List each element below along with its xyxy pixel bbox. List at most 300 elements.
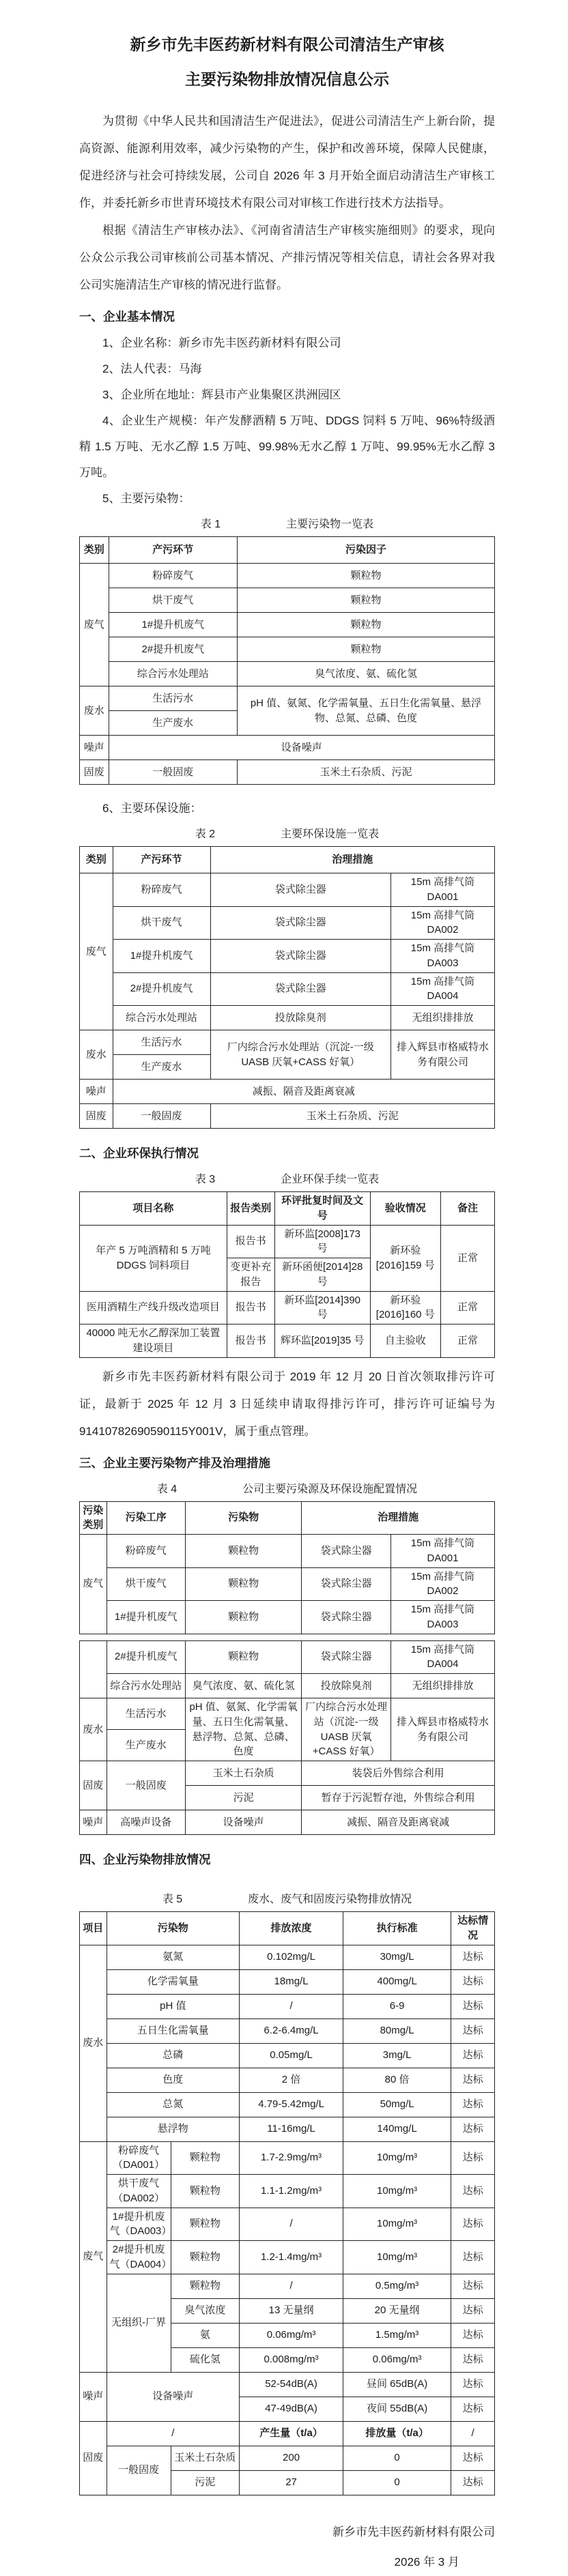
table-cell: 袋式除尘器 [210,940,390,973]
table-cell: 1#提升机废气 [109,613,237,637]
table-header-cell: 项目名称 [80,1192,227,1226]
table-cell: 达标 [451,2241,495,2274]
table-cell: 排放量（t/a） [343,2421,451,2446]
table-cell: 新环验[2016]159 号 [370,1225,440,1291]
table-cell: 设备噪声 [106,2372,240,2421]
table-row [80,537,495,564]
table-cell: 达标 [451,2446,495,2470]
table-row [80,662,495,686]
table-cell: 烘干废气 [109,588,237,613]
table-cell: 生产废水 [106,1730,186,1761]
table-cell: 达标 [451,2372,495,2397]
table-cell: 新环监[2014]390 号 [274,1291,370,1325]
table-cell: 污泥 [171,2470,239,2495]
table-row [80,1192,495,1226]
table-cell: 五日生化需氧量 [106,2018,240,2043]
table-cell: 玉米土石杂质、污泥 [238,760,495,785]
table-cell: 废水 [80,1945,107,2141]
table-cell: 80 倍 [343,2068,451,2092]
table-row [80,1501,495,1535]
table-cell: 10mg/m³ [343,2241,451,2274]
table-cell: 臭气浓度、氨、硫化氢 [186,1674,302,1698]
table4-caption [79,1478,495,1501]
table-row [80,1291,495,1325]
table-cell: 玉米土石杂质 [186,1761,302,1786]
table-cell: 1#提升机废气 [113,940,210,973]
table-cell: 烘干废气 [113,906,210,940]
table-cell: 80mg/L [343,2018,451,2043]
table-cell: 噪声 [80,2372,107,2421]
table-row [80,906,495,940]
table-cell: 1.2-1.4mg/m³ [240,2241,343,2274]
table-cell: 颗粒物 [238,564,495,588]
table-cell: 2#提升机废气 [106,1640,186,1674]
table-cell: 生活污水 [106,1698,186,1730]
table-cell: 废气 [80,1535,107,1634]
table-cell: 设备噪声 [186,1810,302,1835]
table-row [80,2372,495,2397]
table-cell: 达标 [451,2347,495,2372]
table-row [80,2241,495,2274]
table4-pollution-sources-part2 [79,1640,495,1836]
table-cell: 正常 [440,1225,494,1291]
table-cell: 自主验收 [370,1325,440,1358]
section-1-heading: 一、企业基本情况 [79,310,175,323]
table-row [80,2274,495,2298]
table-cell: 达标 [451,2175,495,2208]
table-row [80,1535,495,1568]
table-cell: 颗粒物 [186,1567,302,1601]
table-row [80,1601,495,1634]
table2-caption-label: 表 2 [195,828,216,840]
table-header-cell: 产污环节 [113,847,210,873]
table-row [80,1810,495,1835]
table-cell: 2 倍 [240,2068,343,2092]
table-cell: 10mg/m³ [343,2141,451,2175]
table-cell: 颗粒物 [171,2208,239,2241]
table-cell: 粉碎废气 [109,564,237,588]
document-title [79,27,495,97]
table-row [80,736,495,760]
table-cell: 一般固废 [113,1104,210,1129]
table-cell: / [106,2421,240,2446]
table-cell: 噪声 [80,1080,113,1104]
table-cell: 11-16mg/L [240,2117,343,2141]
table-cell: 噪声 [80,1810,107,1835]
table-cell: 色度 [106,2068,240,2092]
table-cell: 变更补充报告 [227,1258,274,1292]
table-cell: 400mg/L [343,1969,451,1994]
table-cell: 0.06mg/m³ [240,2323,343,2347]
table-row [80,1567,495,1601]
table-cell: 15m 高排气筒 DA001 [390,1535,494,1568]
table-cell: 15m 高排气筒 DA002 [390,1567,494,1601]
table1-caption-label: 表 1 [200,519,221,530]
table-row [80,1969,495,1994]
table-cell: 4.79-5.42mg/L [240,2092,343,2117]
table-cell: 报告书 [227,1225,274,1258]
table-cell: 20 无量纲 [343,2298,451,2323]
table-cell: 新环监[2008]173 号 [274,1225,370,1258]
table-cell: 颗粒物 [238,613,495,637]
table1-main-pollutants [79,536,495,785]
table-header-cell: 污染物 [106,1912,240,1945]
table-cell: 1.7-2.9mg/m³ [240,2141,343,2175]
table-cell: 达标 [451,2298,495,2323]
table-row [80,2117,495,2141]
table-cell: 硫化氢 [171,2347,239,2372]
table-row [80,2208,495,2241]
table-cell: 袋式除尘器 [210,873,390,907]
table-cell: 30mg/L [343,1945,451,1969]
table-cell: 颗粒物 [171,2241,239,2274]
table-cell: 悬浮物 [106,2117,240,2141]
table-cell: 10mg/m³ [343,2175,451,2208]
table-cell: 140mg/L [343,2117,451,2141]
table-cell: / [240,1994,343,2018]
table-header-cell: 备注 [440,1192,494,1226]
table-cell: 10mg/m³ [343,2208,451,2241]
table-row [80,564,495,588]
table-cell: 达标 [451,2274,495,2298]
table4-caption-label: 表 4 [156,1483,178,1495]
legal-representative-item: 2、法人代表：马海 [102,362,202,375]
table-cell: 夜间 55dB(A) [343,2397,451,2421]
table-cell: 固废 [80,1761,107,1810]
table-cell: 2#提升机废气 [109,637,237,662]
table3-caption-title: 企业环保手续一览表 [281,1174,380,1185]
table-cell: 袋式除尘器 [302,1535,391,1568]
table-cell: 总磷 [106,2043,240,2068]
table-cell: 6-9 [343,1994,451,2018]
table-cell: 15m 高排气筒 DA004 [390,972,494,1006]
table-row [80,1994,495,2018]
table-row [80,2068,495,2092]
table-cell: 达标 [451,2018,495,2043]
table2-caption-title: 主要环保设施一览表 [281,828,380,840]
table-cell: 袋式除尘器 [302,1567,391,1601]
permit-paragraph: 新乡市先丰医药新材料有限公司于 2019 年 12 月 20 日首次领取排污许可证，最新于 2025 年 12 月 3 日延续申请取得排污许可，排污许可证编号为 91410782690590115Y001V，属于重点管理。 [79,1370,495,1438]
table-cell: 厂内综合污水处理站（沉淀-一级 UASB 厌氧+CASS 好氧） [210,1030,390,1080]
table3-caption-label: 表 3 [195,1174,216,1185]
table-header-cell: 污染因子 [238,537,495,564]
table-row [80,2175,495,2208]
table-cell: 袋式除尘器 [302,1640,391,1674]
table-cell: 1.1-1.2mg/m³ [240,2175,343,2208]
table-cell: 固废 [80,1104,113,1129]
table-cell: 袋式除尘器 [210,906,390,940]
table-cell: 年产 5 万吨酒精和 5 万吨 DDGS 饲料项目 [80,1225,227,1291]
table-header-cell: 污染物 [186,1501,302,1535]
table4-page-break-gap [79,1634,495,1640]
table-cell: pH 值、氨氮、化学需氧量、五日生化需氧量、悬浮物、总氮、总磷、色度 [186,1698,302,1761]
main-pollutants-item: 5、主要污染物： [102,492,190,505]
table-cell: 粉碎废气 [113,873,210,907]
table-cell: 烘干废气（DA002） [106,2175,171,2208]
table-cell: 2#提升机废气 [113,972,210,1006]
table-cell: 减振、隔音及距离衰减 [302,1810,495,1835]
table-cell: 生活污水 [113,1030,210,1055]
table-cell: 综合污水处理站 [109,662,237,686]
table-header-cell: 达标情况 [451,1912,495,1945]
table-cell: 正常 [440,1291,494,1325]
table-row [80,1698,495,1730]
table-cell: 总氮 [106,2092,240,2117]
table-cell: 达标 [451,2117,495,2141]
table-cell: 生产废水 [109,711,237,736]
table-cell: 生产废水 [113,1055,210,1080]
table-cell: 废气 [80,873,113,1030]
table2-caption [79,823,495,846]
table-cell: 达标 [451,1945,495,1969]
table-cell: 一般固废 [109,760,237,785]
table-cell: 综合污水处理站 [113,1006,210,1030]
table-cell: 减振、隔音及距离衰减 [113,1080,494,1104]
table-header-cell: 产污环节 [109,537,237,564]
table-cell: 氨氮 [106,1945,240,1969]
footer-date: 2026 年 3 月 [394,2555,459,2568]
table-cell: 废水 [80,1030,113,1080]
table-header-cell: 排放浓度 [240,1912,343,1945]
table-cell: 1#提升机废气（DA003） [106,2208,171,2241]
table-header-cell: 类别 [80,847,113,873]
table-cell: 废气 [80,564,109,686]
table-cell: 装袋后外售综合利用 [302,1761,495,1786]
table-row [80,613,495,637]
table-cell: 200 [240,2446,343,2470]
table-cell: 玉米土石杂质、污泥 [210,1104,495,1129]
intro-paragraph-1: 为贯彻《中华人民共和国清洁生产促进法》，促进公司清洁生产上新台阶，提高资源、能源利用效率，减少污染物的产生，保护和改善环境，保障人民健康，促进经济与社会可持续发展，公司自 2026 年 3 月开始全面启动清洁生产审核工作，并委托新乡市世青环境技术有限公司对审核工作进行技术方法指导。 [79,115,495,209]
table-cell: 0.102mg/L [240,1945,343,1969]
table-cell: 无组织排排放 [390,1006,494,1030]
table-cell: 固废 [80,2421,107,2495]
table-cell: 15m 高排气筒 DA004 [390,1640,494,1674]
table-cell: 40000 吨无水乙醇深加工装置建设项目 [80,1325,227,1358]
table-cell: 粉碎废气（DA001） [106,2141,171,2175]
table-row [80,2421,495,2446]
table-cell: 污泥 [186,1786,302,1810]
table-row [80,760,495,785]
table-cell: 臭气浓度、氨、硫化氢 [238,662,495,686]
footer-company-name: 新乡市先丰医药新材料有限公司 [332,2525,495,2538]
table2-env-facilities [79,846,495,1129]
table-cell: 投放除臭剂 [302,1674,391,1698]
table-cell: 达标 [451,2323,495,2347]
table-row [80,847,495,873]
table-row [80,1945,495,1969]
table-cell: 颗粒物 [171,2274,239,2298]
table-cell: 颗粒物 [238,637,495,662]
table1-caption-title: 主要污染物一览表 [286,519,374,530]
table-cell: 袋式除尘器 [302,1601,391,1634]
intro-paragraph-2: 根据《清洁生产审核办法》、《河南省清洁生产审核实施细则》的要求，现向公众公示我公司审核前公司基本情况、产排污情况等相关信息，请社会各界对我公司实施清洁生产审核的情况进行监督。 [79,224,495,291]
table-cell: 新环函便[2014]28 号 [274,1258,370,1292]
table-row [80,686,495,711]
table-header-cell: 治理措施 [210,847,495,873]
company-address-item: 3、企业所在地址：辉县市产业集聚区洪洲园区 [102,388,341,401]
table-row [80,1006,495,1030]
table-cell: 颗粒物 [186,1535,302,1568]
table-cell: 一般固废 [106,1761,186,1810]
table-cell: 排入辉县市格威特水务有限公司 [390,1698,494,1761]
table-cell: 投放除臭剂 [210,1006,390,1030]
table-cell: 达标 [451,2043,495,2068]
table-cell: 辉环监[2019]35 号 [274,1325,370,1358]
table-header-cell: 污染类别 [80,1501,107,1535]
table-row [80,2018,495,2043]
table-cell [80,1640,107,1698]
table5-caption [79,1888,495,1911]
table-cell: 设备噪声 [109,736,494,760]
table-cell: 厂内综合污水处理站（沉淀-一级 UASB 厌氧+CASS 好氧） [302,1698,391,1761]
table-cell: 废气 [80,2141,107,2372]
table-cell: / [240,2208,343,2241]
table-cell: 综合污水处理站 [106,1674,186,1698]
table-cell: 达标 [451,2397,495,2421]
table-cell: 0.008mg/m³ [240,2347,343,2372]
table-header-cell: 污染工序 [106,1501,186,1535]
table-cell: 达标 [451,2141,495,2175]
table-cell: 固废 [80,760,109,785]
table-cell: 一般固废 [106,2446,171,2495]
table-cell: 无组织排排放 [390,1674,494,1698]
table-cell: 玉米土石杂质 [171,2446,239,2470]
table-cell: 0.5mg/m³ [343,2274,451,2298]
table-cell: 50mg/L [343,2092,451,2117]
table-row [80,1674,495,1698]
table-cell: 27 [240,2470,343,2495]
table-row [80,1325,495,1358]
table-cell: 颗粒物 [171,2141,239,2175]
table-cell: 氨 [171,2323,239,2347]
table-cell: 52-54dB(A) [240,2372,343,2397]
table5-emission-status [79,1911,495,2495]
table-cell: 化学需氧量 [106,1969,240,1994]
table-cell: 袋式除尘器 [210,972,390,1006]
table-cell: 产生量（t/a） [240,2421,343,2446]
table-cell: pH 值 [106,1994,240,2018]
table-cell: 2#提升机废气（DA004） [106,2241,171,2274]
table-cell: 报告书 [227,1291,274,1325]
table-cell: 1#提升机废气 [106,1601,186,1634]
table-cell: 颗粒物 [238,588,495,613]
table-row [80,1030,495,1055]
table-row [80,2141,495,2175]
table-cell: 达标 [451,2470,495,2495]
table-row [80,1912,495,1945]
table-cell: 报告书 [227,1325,274,1358]
table-cell: 排入辉县市格威特水务有限公司 [390,1030,494,1080]
production-scale-item: 4、企业生产规模：年产发酵酒精 5 万吨、DDGS 饲料 5 万吨、96%特级酒精 1.5 万吨、无水乙醇 1.5 万吨、99.98%无水乙醇 1 万吨、99.95%无水乙醇 3 万吨。 [79,414,495,479]
table5-caption-title: 废水、废气和固废污染物排放情况 [248,1894,412,1905]
table-cell: 18mg/L [240,1969,343,1994]
table-cell: 暂存于污泥暂存池，外售综合利用 [302,1786,495,1810]
table-cell: 无组织-厂界 [106,2274,171,2372]
table-header-cell: 治理措施 [302,1501,495,1535]
table-cell: 1.5mg/m³ [343,2323,451,2347]
table-cell: 3mg/L [343,2043,451,2068]
table-row [80,1225,495,1258]
table-cell: 15m 高排气筒 DA001 [390,873,494,907]
section-4-heading: 四、企业污染物排放情况 [79,1853,211,1866]
table-cell: 0 [343,2470,451,2495]
table-row [80,2446,495,2470]
table4-caption-title: 公司主要污染源及环保设施配置情况 [242,1483,418,1495]
table-cell: 颗粒物 [186,1601,302,1634]
table3-env-procedures [79,1191,495,1358]
table-header-cell: 验收情况 [370,1192,440,1226]
table-row [80,2092,495,2117]
table-row [80,2043,495,2068]
table-header-cell: 项目 [80,1912,107,1945]
table-header-cell: 执行标准 [343,1912,451,1945]
table-cell: 15m 高排气筒 DA003 [390,940,494,973]
table-header-cell: 环评批复时间及文号 [274,1192,370,1226]
table-row [80,940,495,973]
table-cell: 生活污水 [109,686,237,711]
title-line-2: 主要污染物排放情况信息公示 [185,70,389,88]
table-cell: 达标 [451,2092,495,2117]
table-row [80,1104,495,1129]
table-cell: 0.06mg/m³ [343,2347,451,2372]
table-cell: pH 值、氨氮、化学需氧量、五日生化需氧量、悬浮物、总氮、总磷、色度 [238,686,495,736]
table-cell: / [451,2421,495,2446]
table-cell: 噪声 [80,736,109,760]
table-cell: 15m 高排气筒 DA003 [390,1601,494,1634]
title-line-1: 新乡市先丰医药新材料有限公司清洁生产审核 [130,35,444,53]
table-cell: 粉碎废气 [106,1535,186,1568]
table-cell: 达标 [451,1969,495,1994]
table3-caption [79,1168,495,1191]
table-cell: 达标 [451,2208,495,2241]
table-cell: 昼间 65dB(A) [343,2372,451,2397]
table-cell: 新环验[2016]160 号 [370,1291,440,1325]
table1-caption [79,513,495,536]
table-cell: 高噪声设备 [106,1810,186,1835]
table-cell: 烘干废气 [106,1567,186,1601]
table-cell: 0.05mg/L [240,2043,343,2068]
table-row [80,1640,495,1674]
table5-caption-label: 表 5 [162,1894,183,1905]
table-cell: 6.2-6.4mg/L [240,2018,343,2043]
table-row [80,637,495,662]
table-cell: 13 无量纲 [240,2298,343,2323]
table-cell: 15m 高排气筒 DA002 [390,906,494,940]
table-cell: 废水 [80,686,109,736]
table-cell: 医用酒精生产线升级改造项目 [80,1291,227,1325]
table-cell: 正常 [440,1325,494,1358]
table-cell: / [240,2274,343,2298]
table-row [80,1080,495,1104]
table-cell: 达标 [451,1994,495,2018]
table-row [80,972,495,1006]
env-facilities-item: 6、主要环保设施： [102,802,202,815]
section-3-heading: 三、企业主要污染物产排及治理措施 [79,1456,270,1470]
table-cell: 臭气浓度 [171,2298,239,2323]
table-row [80,588,495,613]
table-header-cell: 报告类别 [227,1192,274,1226]
table4-pollution-sources-part1 [79,1501,495,1634]
table-cell: 47-49dB(A) [240,2397,343,2421]
table-header-cell: 类别 [80,537,109,564]
table-cell: 颗粒物 [186,1640,302,1674]
table-row [80,1761,495,1786]
table-cell: 达标 [451,2068,495,2092]
table-cell: 颗粒物 [171,2175,239,2208]
table-row [80,873,495,907]
table-cell: 废水 [80,1698,107,1761]
table-cell: 0 [343,2446,451,2470]
